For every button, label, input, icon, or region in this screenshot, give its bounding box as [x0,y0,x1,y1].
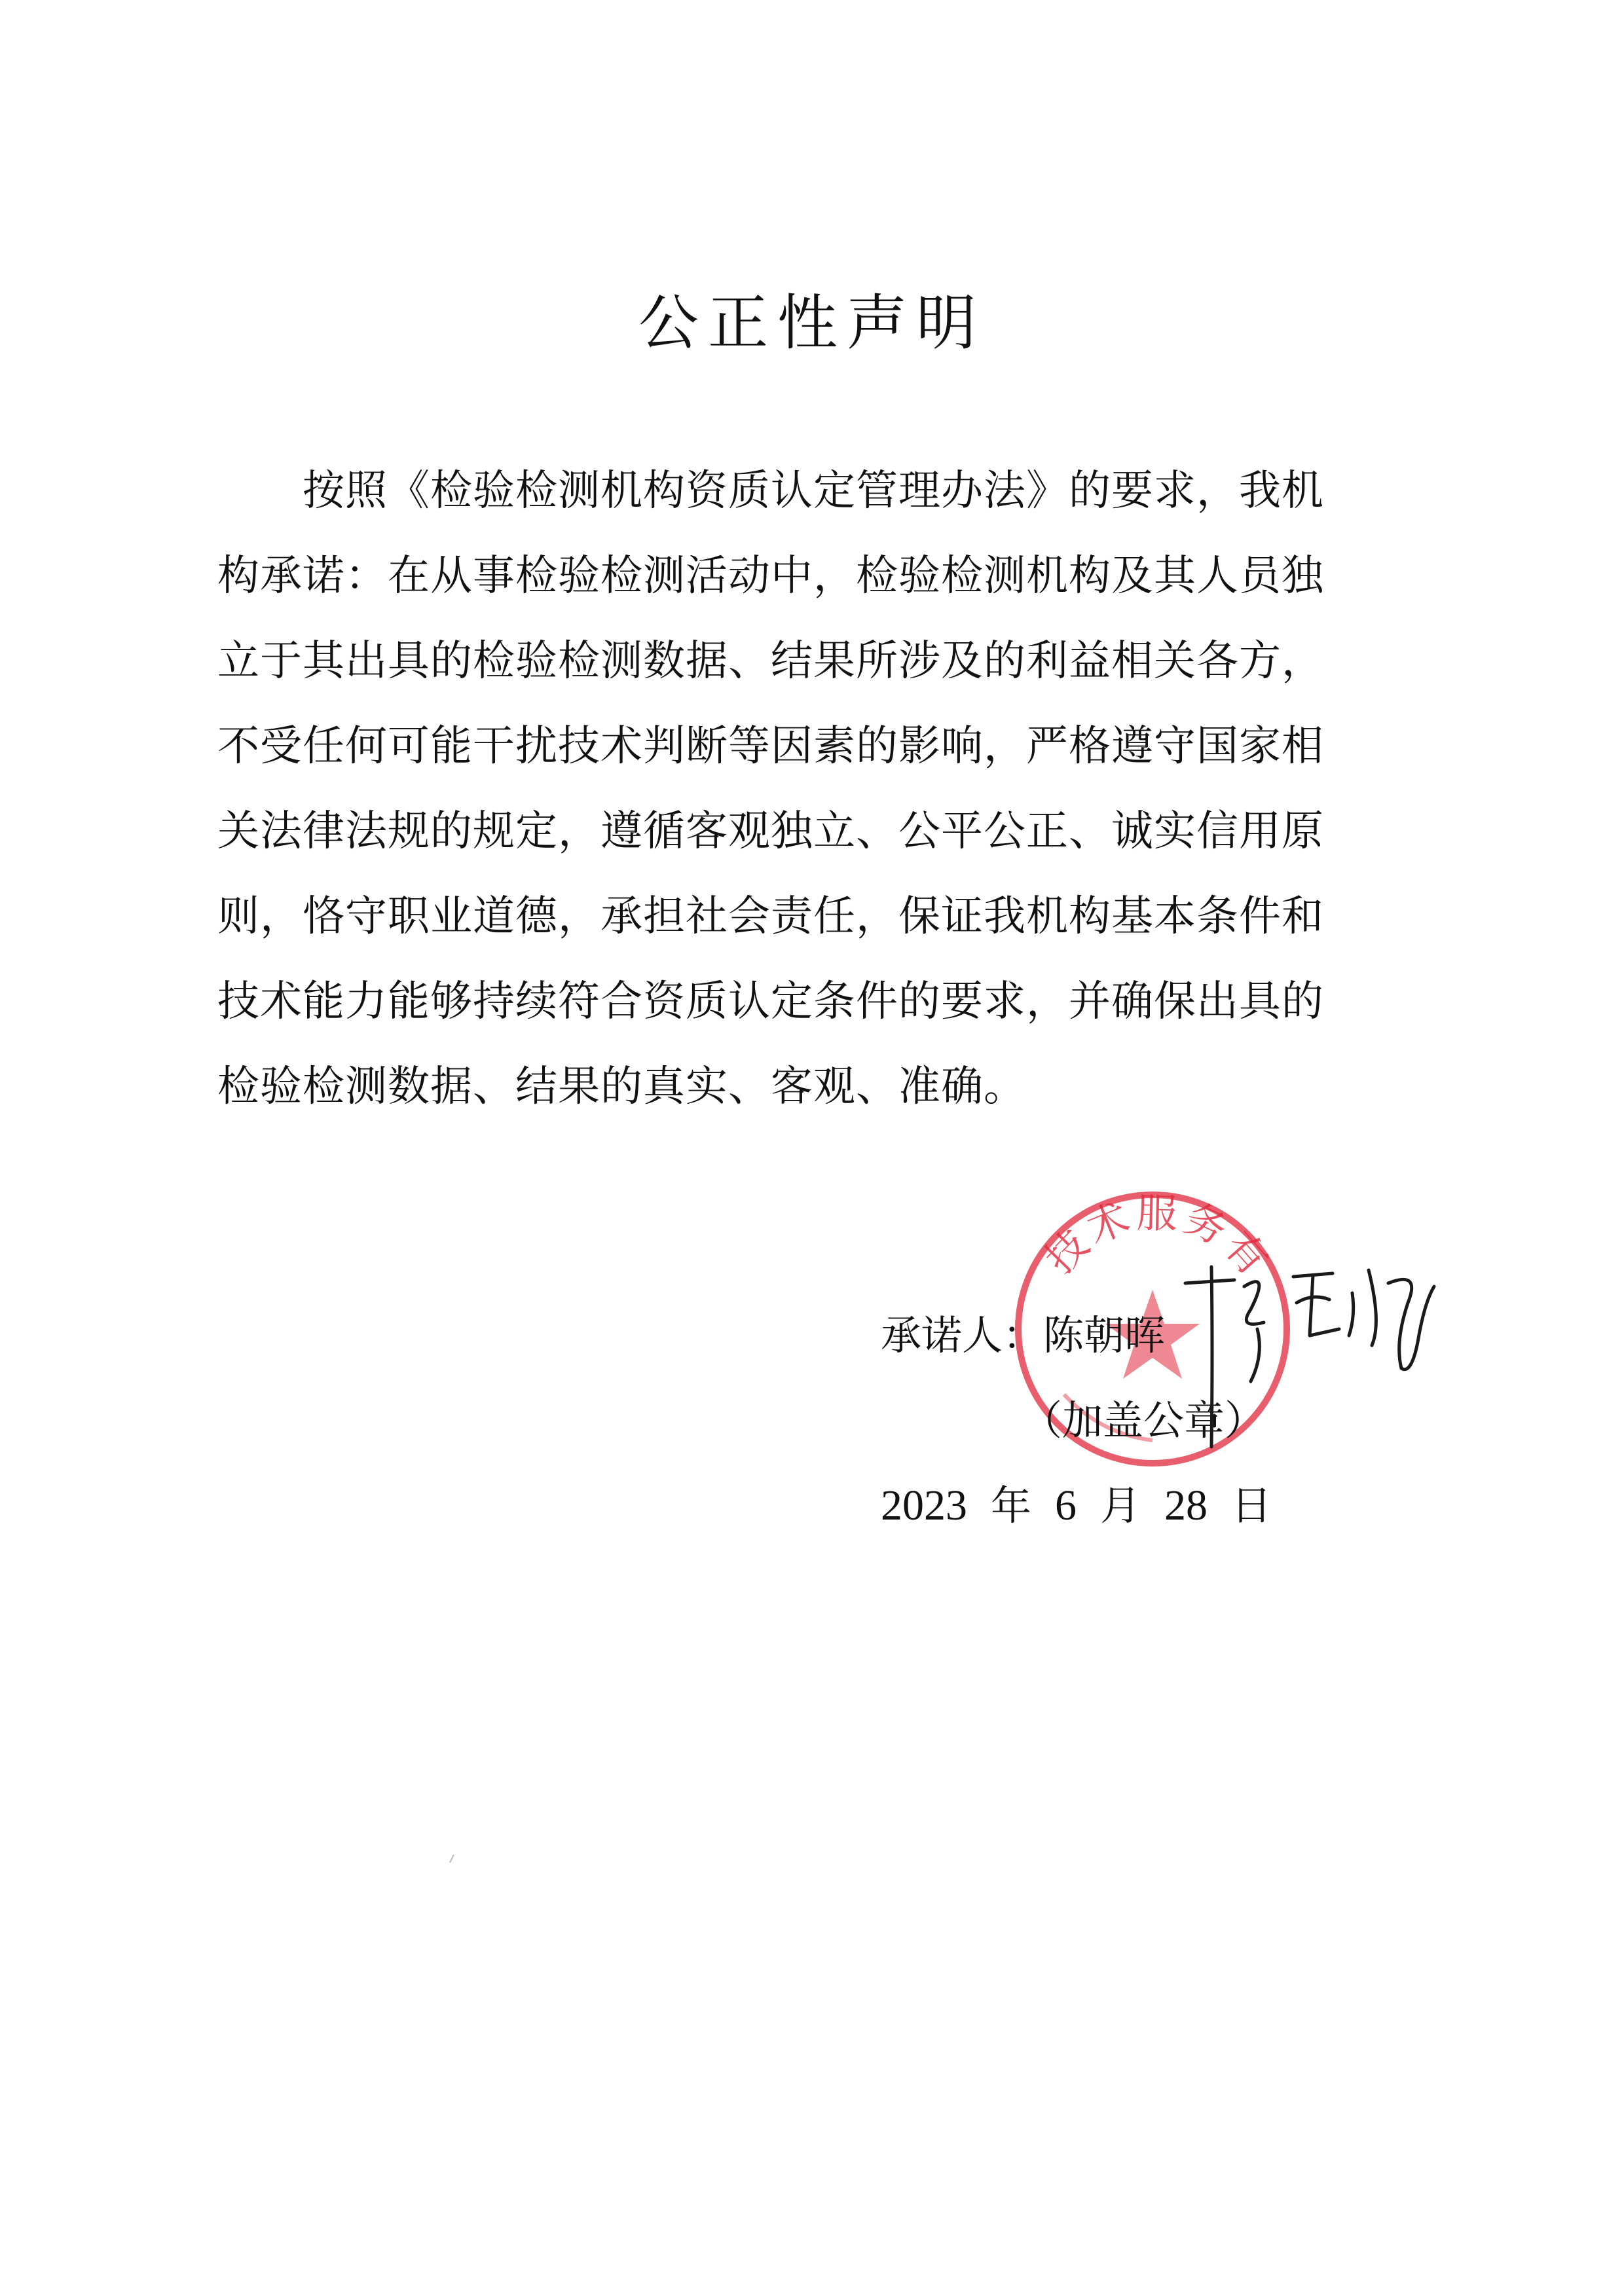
paragraph-line: 技术能力能够持续符合资质认定条件的要求，并确保出具的 [217,977,1324,1026]
paragraph-line: 立于其出具的检验检测数据、结果所涉及的利益相关各方， [217,637,1324,685]
date-line [881,1473,1272,1531]
paragraph-line: 关法律法规的规定，遵循客观独立、公平公正、诚实信用原 [217,807,1324,856]
paragraph-line: 检验检测数据、结果的真实、客观、准确。 [217,1063,1026,1111]
paragraph-line: 则，恪守职业道德，承担社会责任，保证我机构基本条件和 [217,892,1324,941]
date-month: 6 [1055,1482,1077,1529]
committer-line [881,1303,1165,1361]
date-month-unit: 月 [1100,1482,1141,1529]
handwritten-signature [1172,1231,1447,1467]
scan-speck [448,1854,456,1863]
date-year-unit: 年 [991,1482,1032,1529]
date-day: 28 [1164,1482,1208,1529]
paragraph-line: 按照《检验检测机构资质认定管理办法》的要求，我机 [303,467,1324,515]
stamp-note: （加盖公章） [1022,1396,1266,1444]
paragraph-line: 构承诺：在从事检验检测活动中，检验检测机构及其人员独 [217,552,1324,600]
document-title: 公正性声明 [638,288,986,358]
statement-paragraph [217,448,1357,1129]
seal-arc-text: 技术服务有 [1035,1188,1281,1288]
date-day-unit: 日 [1231,1482,1272,1529]
date-year: 2023 [881,1482,967,1529]
paragraph-line: 不受任何可能干扰技术判断等因素的影响，严格遵守国家相 [217,722,1324,771]
committer-label: 承诺人： [881,1311,1044,1359]
committer-name: 陈朝晖 [1043,1311,1166,1359]
